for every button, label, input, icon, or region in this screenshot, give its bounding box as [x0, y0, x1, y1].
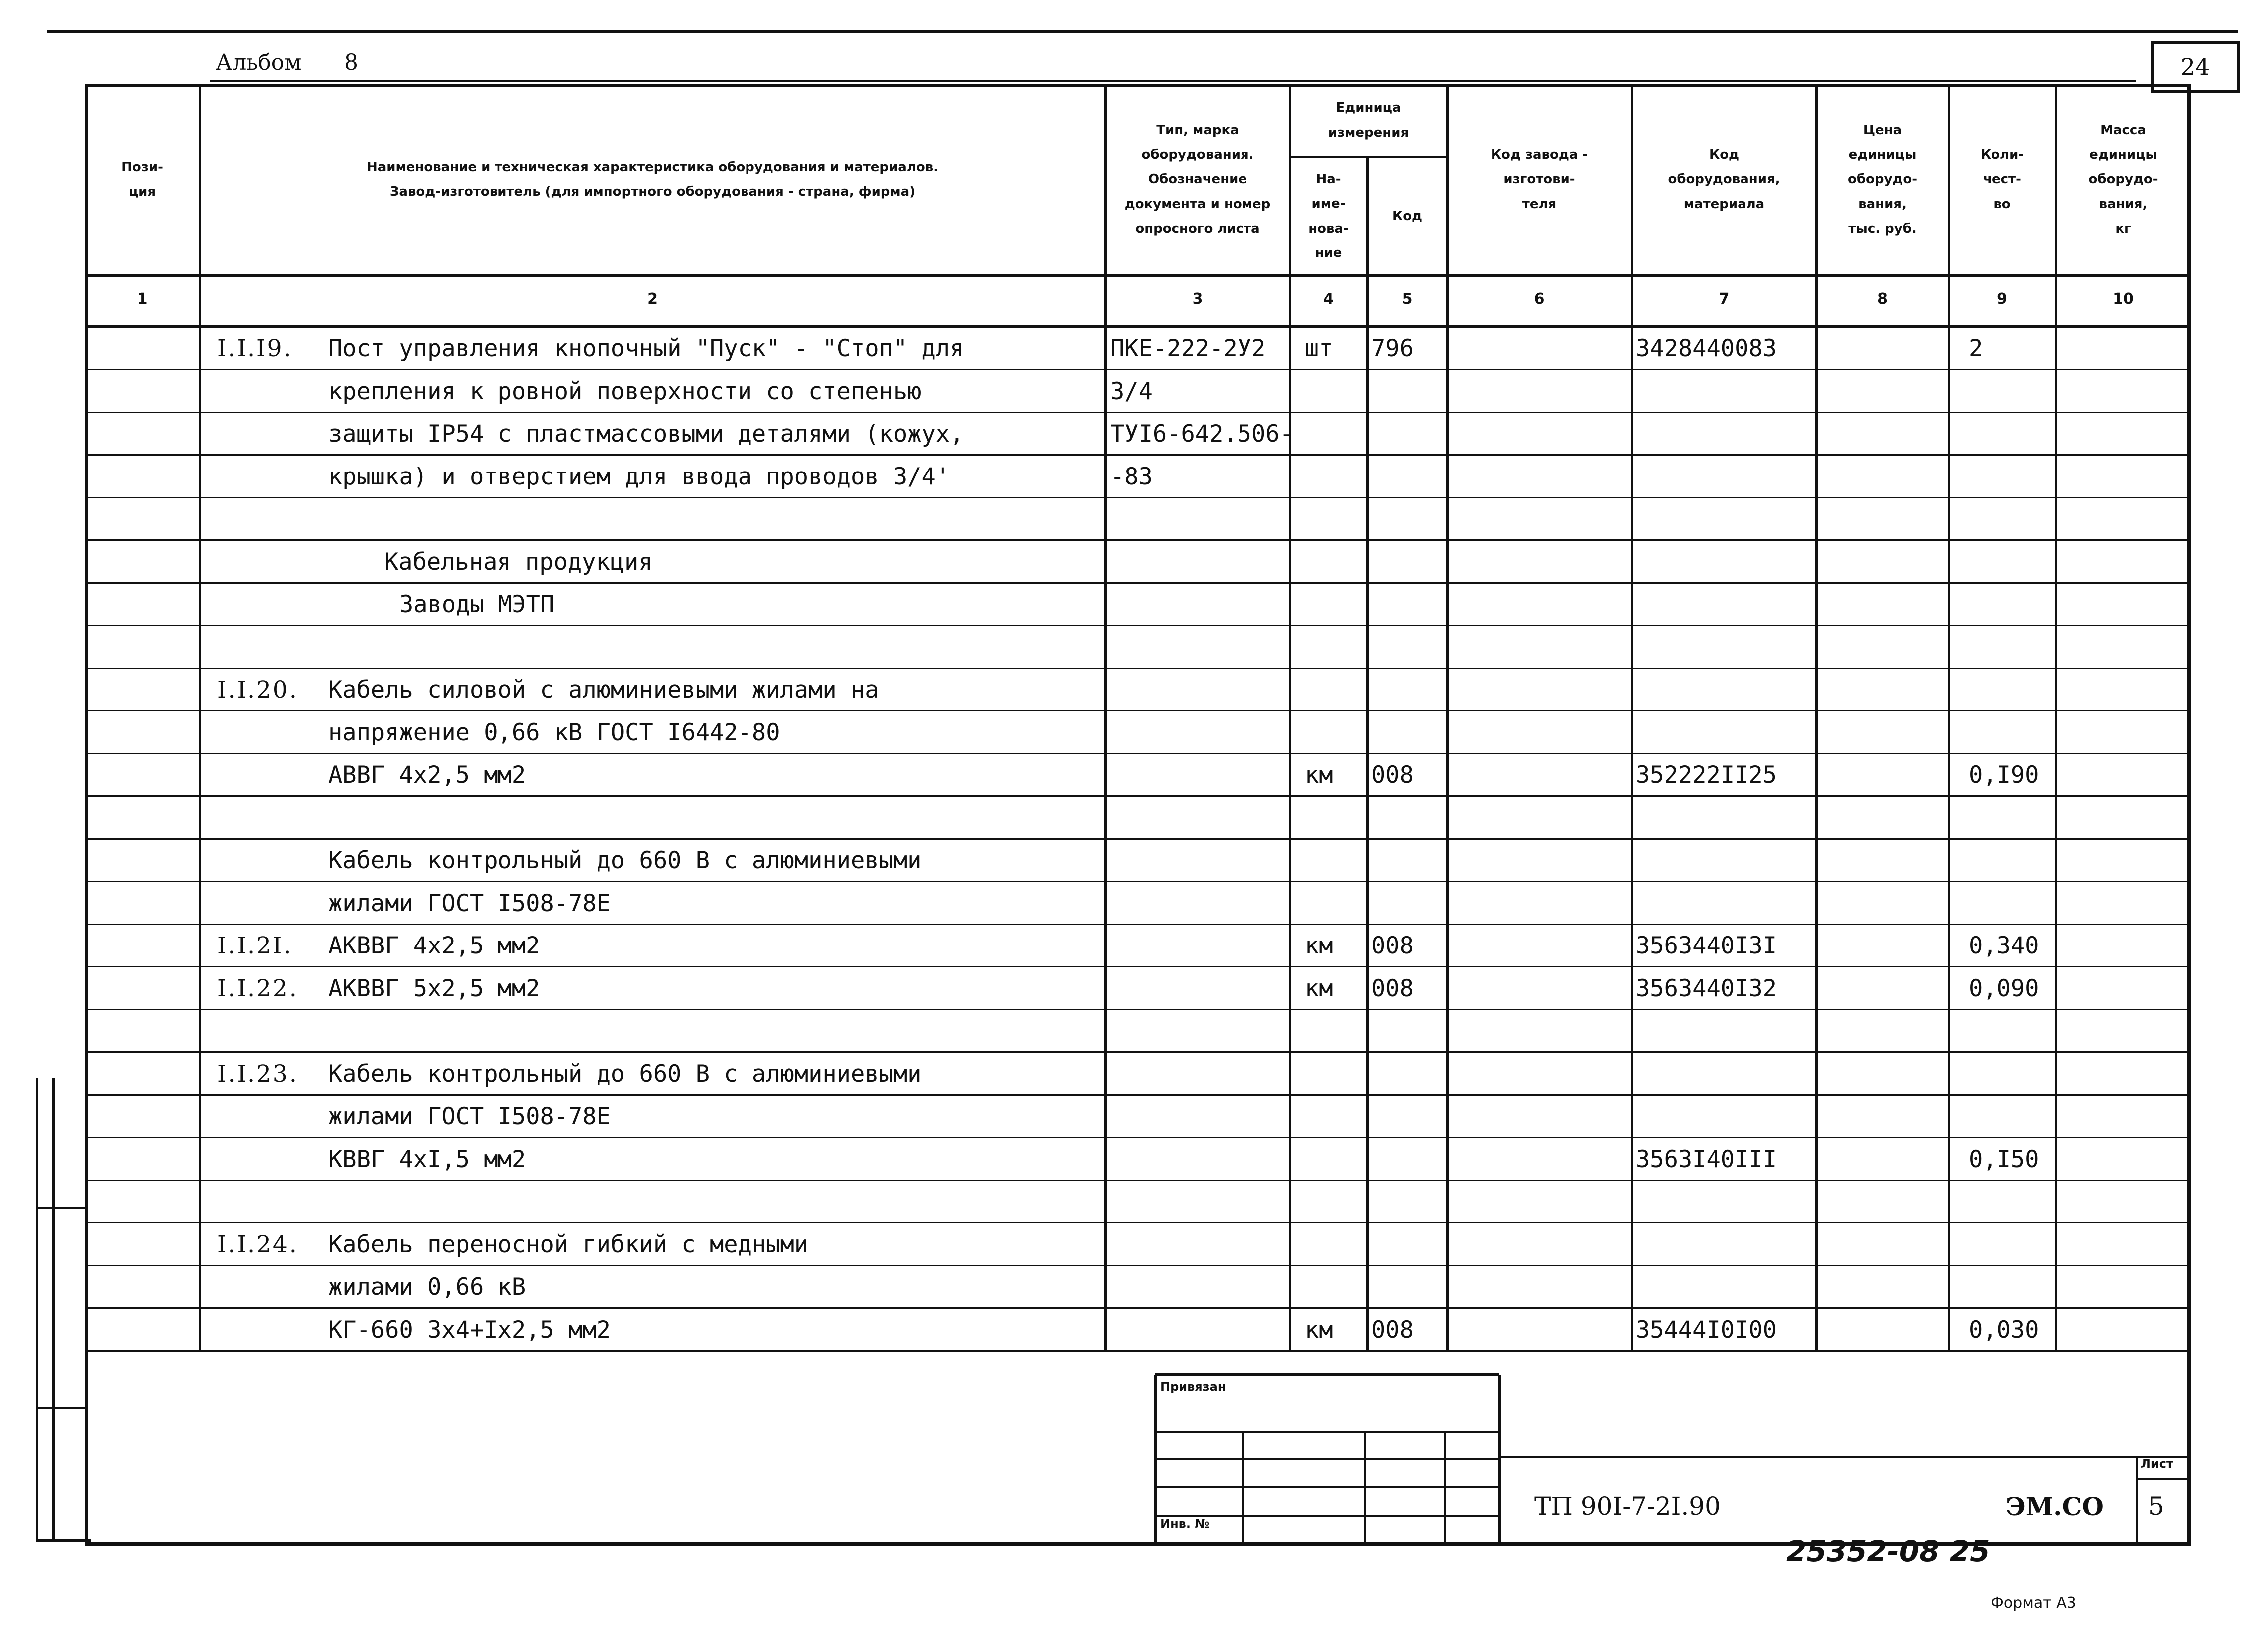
row-unit: км: [1305, 932, 1333, 959]
row-divider: [85, 1094, 2191, 1096]
row-divider: [85, 966, 2191, 967]
row-unit: км: [1305, 974, 1333, 1002]
row-divider: [85, 881, 2191, 882]
row-description: Заводы МЭТП: [399, 591, 555, 618]
row-equipment-code: 35444I0I00: [1636, 1316, 1777, 1344]
unit-group-header: Единица измерения: [1328, 100, 1409, 140]
row-divider: [85, 838, 2191, 840]
format-label: Формат А3: [1991, 1594, 2076, 1612]
row-unit: км: [1305, 1316, 1333, 1344]
column-header-5: Код: [1392, 208, 1423, 224]
stamp-line: [1155, 1458, 1499, 1460]
stamp-line: [1242, 1432, 1244, 1546]
row-equipment-code: 3563440I32: [1636, 974, 1777, 1002]
column-number-5: 5: [1402, 290, 1413, 308]
row-type-mark: ПКЕ-222-2У2: [1110, 335, 1266, 362]
row-quantity: 0,340: [1969, 932, 2039, 959]
row-description: жилами ГОСТ I508-78Е: [328, 1103, 611, 1130]
column-number-8: 8: [1877, 290, 1888, 308]
row-position: I.I.2I.: [217, 932, 293, 959]
row-divider: [85, 1307, 2191, 1309]
row-quantity: 2: [1969, 335, 1983, 362]
left-strip-tick-2: [36, 1407, 86, 1409]
row-unit-code: 008: [1371, 974, 1414, 1002]
top-rule: [47, 30, 2238, 33]
row-description: КГ-660 3х4+Iх2,5 мм2: [328, 1316, 611, 1344]
row-divider: [85, 1137, 2191, 1138]
row-quantity: 0,I90: [1969, 761, 2039, 789]
column-header-9: Коли- чест- во: [1980, 147, 2024, 212]
row-type-mark: ТУI6-642.506-: [1110, 420, 1294, 448]
column-number-7: 7: [1719, 290, 1730, 308]
column-header-6: Код завода - изготови- теля: [1491, 147, 1588, 212]
row-equipment-code: 3563I40III: [1636, 1145, 1777, 1173]
row-divider: [85, 497, 2191, 498]
column-header-2: Наименование и техническая характеристика оборудования и материалов. Завод-изготовитель (для импортного оборудования - страна, фирма): [366, 159, 939, 199]
column-header-3: Тип, марка оборудования. Обозначение документа и номер опросного листа: [1124, 122, 1271, 236]
row-unit: шт: [1305, 335, 1333, 362]
stamp-line: [1499, 1456, 2191, 1458]
row-description: АКВВГ 4х2,5 мм2: [328, 932, 540, 959]
album-number: 8: [344, 50, 358, 75]
row-description: Кабель контрольный до 660 В с алюминиевыми: [328, 847, 922, 874]
row-divider: [85, 1350, 2191, 1352]
row-unit-code: 008: [1371, 1316, 1414, 1344]
linked-label: Привязан: [1160, 1380, 1226, 1394]
row-description: крышка) и отверстием для ввода проводов 3/4': [328, 463, 950, 490]
column-number-9: 9: [1997, 290, 2007, 308]
column-divider: [1366, 157, 1369, 1351]
column-header-10: Масса единицы оборудо- вания, кг: [2088, 122, 2158, 236]
row-divider: [85, 795, 2191, 797]
row-description: Кабель переносной гибкий с медными: [328, 1230, 809, 1258]
stamp-line: [1155, 1373, 1499, 1376]
row-description: АВВГ 4х2,5 мм2: [328, 761, 526, 789]
stamp-line: [1155, 1431, 1499, 1433]
row-description: жилами ГОСТ I508-78Е: [328, 889, 611, 917]
stamp-line: [1444, 1432, 1446, 1546]
row-position: I.I.20.: [217, 676, 298, 704]
row-position: I.I.24.: [217, 1230, 298, 1258]
row-quantity: 0,030: [1969, 1316, 2039, 1344]
row-description: Кабель силовой с алюминиевыми жилами на: [328, 676, 879, 704]
stamp-line: [2136, 1457, 2138, 1546]
inv-label: Инв. №: [1160, 1517, 1210, 1531]
row-unit-code: 008: [1371, 932, 1414, 959]
row-type-mark: 3/4: [1110, 377, 1153, 405]
column-header-4: На- име- нова- ние: [1308, 171, 1349, 260]
column-header-7: Код оборудования, материала: [1668, 147, 1780, 212]
column-number-1: 1: [137, 290, 148, 308]
row-quantity: 0,090: [1969, 974, 2039, 1002]
album-label: Альбом: [216, 50, 302, 75]
document-code: ТП 90I-7-2I.90: [1534, 1492, 1721, 1521]
row-description: Кабель контрольный до 660 В с алюминиевыми: [328, 1060, 922, 1088]
row-description: жилами 0,66 кВ: [328, 1273, 526, 1301]
row-divider: [85, 1009, 2191, 1010]
row-divider: [85, 924, 2191, 925]
stamp-line: [1364, 1432, 1366, 1546]
row-equipment-code: 352222II25: [1636, 761, 1777, 789]
row-equipment-code: 3563440I3I: [1636, 932, 1777, 959]
column-number-10: 10: [2113, 290, 2134, 308]
row-divider: [85, 412, 2191, 413]
left-strip-tick: [36, 1207, 86, 1209]
left-strip-line: [36, 1078, 38, 1539]
row-equipment-code: 3428440083: [1636, 335, 1777, 362]
row-position: I.I.I9.: [217, 335, 293, 362]
document-suffix: ЭМ.СО: [2006, 1492, 2104, 1521]
list-number: 5: [2148, 1492, 2164, 1521]
row-divider: [85, 625, 2191, 626]
column-number-rule: [85, 325, 2191, 328]
row-divider: [85, 539, 2191, 541]
row-quantity: 0,I50: [1969, 1145, 2039, 1173]
sheet-number: 24: [2180, 53, 2210, 80]
column-header-8: Цена единицы оборудо- вания, тыс. руб.: [1847, 122, 1918, 236]
stamp-line: [2137, 1478, 2191, 1480]
row-divider: [85, 753, 2191, 754]
column-number-6: 6: [1534, 290, 1545, 308]
row-unit-code: 008: [1371, 761, 1414, 789]
column-number-3: 3: [1192, 290, 1203, 308]
row-divider: [85, 454, 2191, 456]
row-divider: [85, 710, 2191, 711]
row-divider: [85, 1265, 2191, 1266]
stamp-line: [1155, 1486, 1499, 1488]
list-label: Лист: [2141, 1457, 2173, 1471]
row-description: КВВГ 4хI,5 мм2: [328, 1145, 526, 1173]
row-description: Кабельная продукция: [384, 548, 653, 576]
left-strip-line-2: [52, 1078, 55, 1539]
row-divider: [85, 1222, 2191, 1223]
column-number-4: 4: [1323, 290, 1334, 308]
row-divider: [85, 369, 2191, 370]
row-divider: [85, 668, 2191, 669]
album-underline: [210, 80, 2136, 82]
column-header-1: Пози- ция: [121, 159, 163, 199]
row-description: крепления к ровной поверхности со степенью: [328, 377, 922, 405]
archive-number: 25352-08 25: [1786, 1534, 1990, 1568]
left-strip-bottom: [36, 1539, 91, 1542]
row-unit-code: 796: [1371, 335, 1414, 362]
row-description: напряжение 0,66 кВ ГОСТ I6442-80: [328, 718, 780, 746]
row-divider: [85, 1051, 2191, 1053]
row-description: АКВВГ 5х2,5 мм2: [328, 974, 540, 1002]
row-unit: км: [1305, 761, 1333, 789]
row-type-mark: -83: [1110, 463, 1153, 490]
row-position: I.I.23.: [217, 1060, 298, 1088]
row-divider: [85, 1180, 2191, 1181]
row-description: Пост управления кнопочный "Пуск" - "Стоп" для: [328, 335, 964, 362]
row-divider: [85, 582, 2191, 584]
column-number-2: 2: [647, 290, 658, 308]
row-description: защиты IP54 с пластмассовыми деталями (кожух,: [328, 420, 964, 448]
row-position: I.I.22.: [217, 974, 298, 1002]
